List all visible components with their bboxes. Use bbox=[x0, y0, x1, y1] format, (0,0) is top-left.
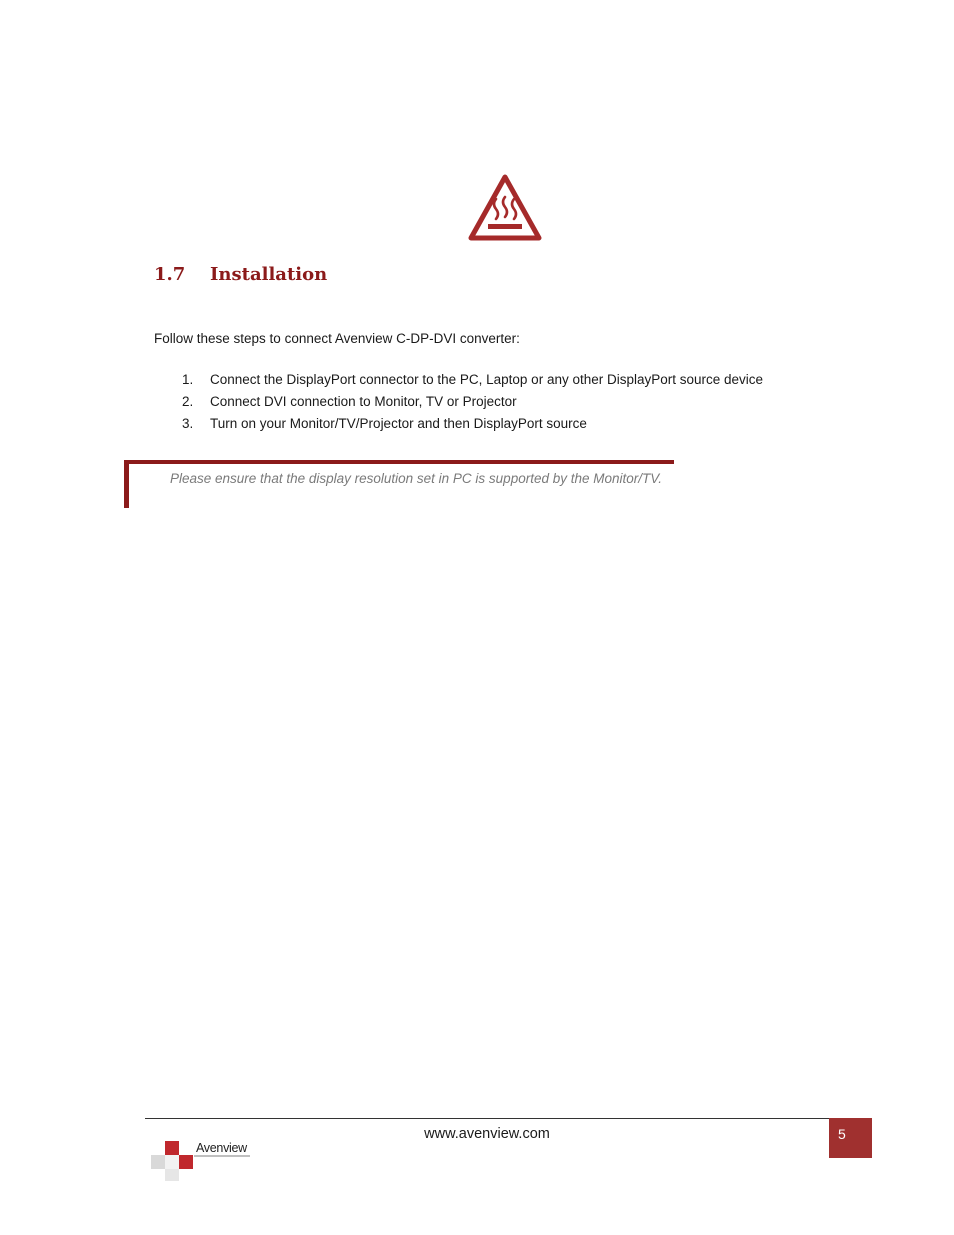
step-number: 1. bbox=[182, 371, 194, 387]
page-number-badge bbox=[829, 1118, 872, 1158]
step-number: 3. bbox=[182, 415, 194, 431]
note-text: Please ensure that the display resolution set in PC is supported by the Monitor/TV. bbox=[170, 471, 663, 486]
section-number: 1.7 bbox=[154, 264, 186, 285]
hot-surface-warning-icon bbox=[466, 172, 544, 242]
list-item bbox=[182, 390, 763, 412]
intro-paragraph: Follow these steps to connect Avenview C-DP-DVI converter: bbox=[154, 331, 520, 346]
step-text: Turn on your Monitor/TV/Projector and then DisplayPort source bbox=[210, 415, 587, 431]
footer-url: www.avenview.com bbox=[424, 1126, 550, 1142]
step-text: Connect the DisplayPort connector to the PC, Laptop or any other DisplayPort source device bbox=[210, 371, 764, 387]
page-number: 5 bbox=[838, 1126, 846, 1142]
section-heading bbox=[154, 264, 327, 285]
step-text: Connect DVI connection to Monitor, TV or Projector bbox=[210, 393, 517, 409]
step-number: 2. bbox=[182, 393, 194, 409]
list-item bbox=[182, 412, 763, 434]
list-item bbox=[182, 368, 763, 390]
footer-divider bbox=[145, 1118, 872, 1119]
logo-wordmark: Avenview bbox=[196, 1141, 247, 1155]
section-title: Installation bbox=[210, 264, 328, 285]
installation-steps bbox=[182, 368, 763, 434]
